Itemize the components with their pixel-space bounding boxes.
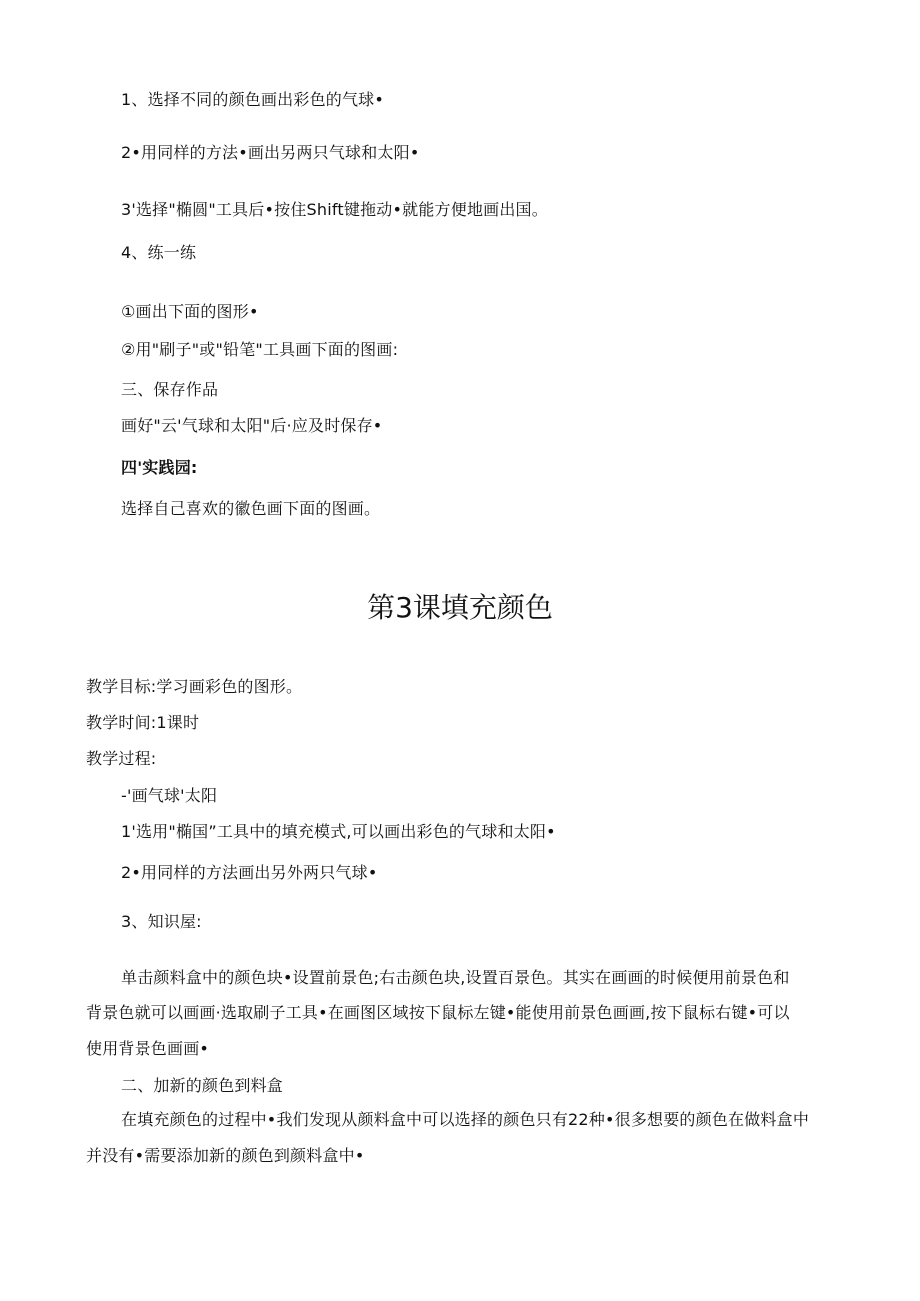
add-color-paragraph-line-1: 在填充颜色的过程中•我们发现从颜料盒中可以选择的颜色只有22种•很多想要的颜色在做料盒中 — [121, 1110, 810, 1129]
save-instruction-text: 画好"云'气球和太阳"后·应及时保存• — [121, 416, 383, 435]
knowledge-heading: 3、知识屋: — [121, 912, 202, 931]
step-3-text: 3'选择"椭圆"工具后•按住Shift键拖动•就能方便地画出国。 — [121, 200, 548, 219]
step-1-text: 1、选择不同的颜色画出彩色的气球• — [121, 90, 385, 109]
step-4-heading: 4、练一练 — [121, 243, 197, 262]
knowledge-paragraph-line-3: 使用背景色画画• — [86, 1039, 210, 1058]
add-color-heading: 二、加新的颜色到料盒 — [121, 1076, 284, 1095]
add-color-paragraph-line-2: 并没有•需要添加新的颜色到颜料盒中• — [86, 1146, 365, 1165]
lesson-step-2: 2•用同样的方法画出另外两只气球• — [121, 863, 378, 882]
step-2-text: 2•用同样的方法•画出另两只气球和太阳• — [121, 143, 420, 162]
exercise-2-text: ②用"刷子"或"铅笔"工具画下面的图画: — [121, 340, 399, 359]
knowledge-paragraph-line-1: 单击颜料盒中的颜色块•设置前景色;右击颜色块,设置百景色。其实在画画的时候便用前景色和 — [121, 968, 790, 987]
section-save-heading: 三、保存作品 — [121, 380, 219, 399]
lesson-title: 第3课填充颜色 — [367, 591, 553, 624]
teaching-goal: 教学目标:学习画彩色的图形。 — [86, 677, 303, 696]
practice-heading: 四'实践园: — [121, 458, 198, 477]
lesson-step-1: 1'选用"椭国”工具中的填充模式,可以画出彩色的气球和太阳• — [121, 822, 556, 841]
teaching-process-label: 教学过程: — [86, 749, 157, 768]
teaching-time: 教学时间:1课时 — [86, 713, 200, 732]
balloon-sun-heading: -'画气球'太阳 — [121, 786, 218, 805]
knowledge-paragraph-line-2: 背景色就可以画画·选取刷子工具•在画图区域按下鼠标左键•能使用前景色画画,按下鼠标右键•可以 — [86, 1003, 790, 1022]
exercise-1-text: ①画出下面的图形• — [121, 302, 259, 321]
practice-text: 选择自己喜欢的徽色画下面的图画。 — [121, 499, 381, 518]
